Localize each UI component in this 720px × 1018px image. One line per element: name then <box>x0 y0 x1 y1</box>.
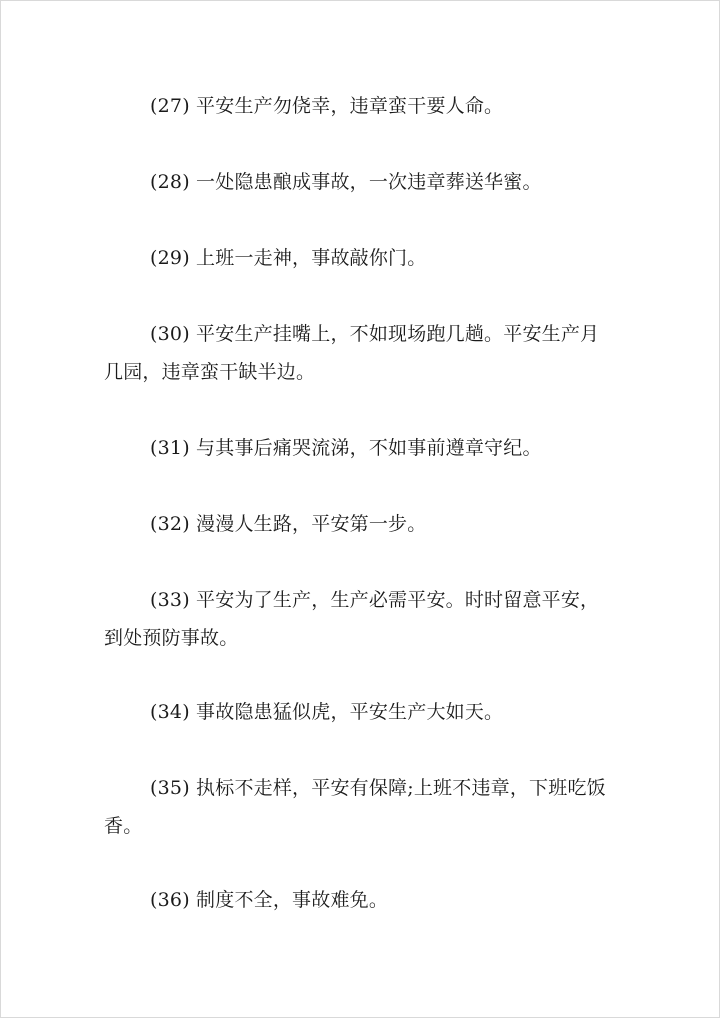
slogan-item-36: (36) 制度不全，事故难免。 <box>150 889 389 911</box>
slogan-item-34: (34) 事故隐患猛似虎，平安生产大如天。 <box>150 701 504 723</box>
slogan-item-27: (27) 平安生产勿侥幸，违章蛮干要人命。 <box>150 95 504 117</box>
slogan-item-30: (30) 平安生产挂嘴上，不如现场跑几趟。平安生产月几园，违章蛮干缺半边。 <box>104 323 600 383</box>
slogan-item-29: (29) 上班一走神，事故敲你门。 <box>150 247 427 269</box>
slogan-item-33: (33) 平安为了生产，生产必需平安。时时留意平安，到处预防事故。 <box>104 589 600 649</box>
slogan-item-35: (35) 执标不走样，平安有保障;上班不违章，下班吃饭香。 <box>104 777 606 837</box>
slogan-item-28: (28) 一处隐患酿成事故，一次违章葬送华蜜。 <box>150 171 542 193</box>
slogan-item-32: (32) 漫漫人生路，平安第一步。 <box>150 513 427 535</box>
slogan-item-31: (31) 与其事后痛哭流涕，不如事前遵章守纪。 <box>150 437 542 459</box>
